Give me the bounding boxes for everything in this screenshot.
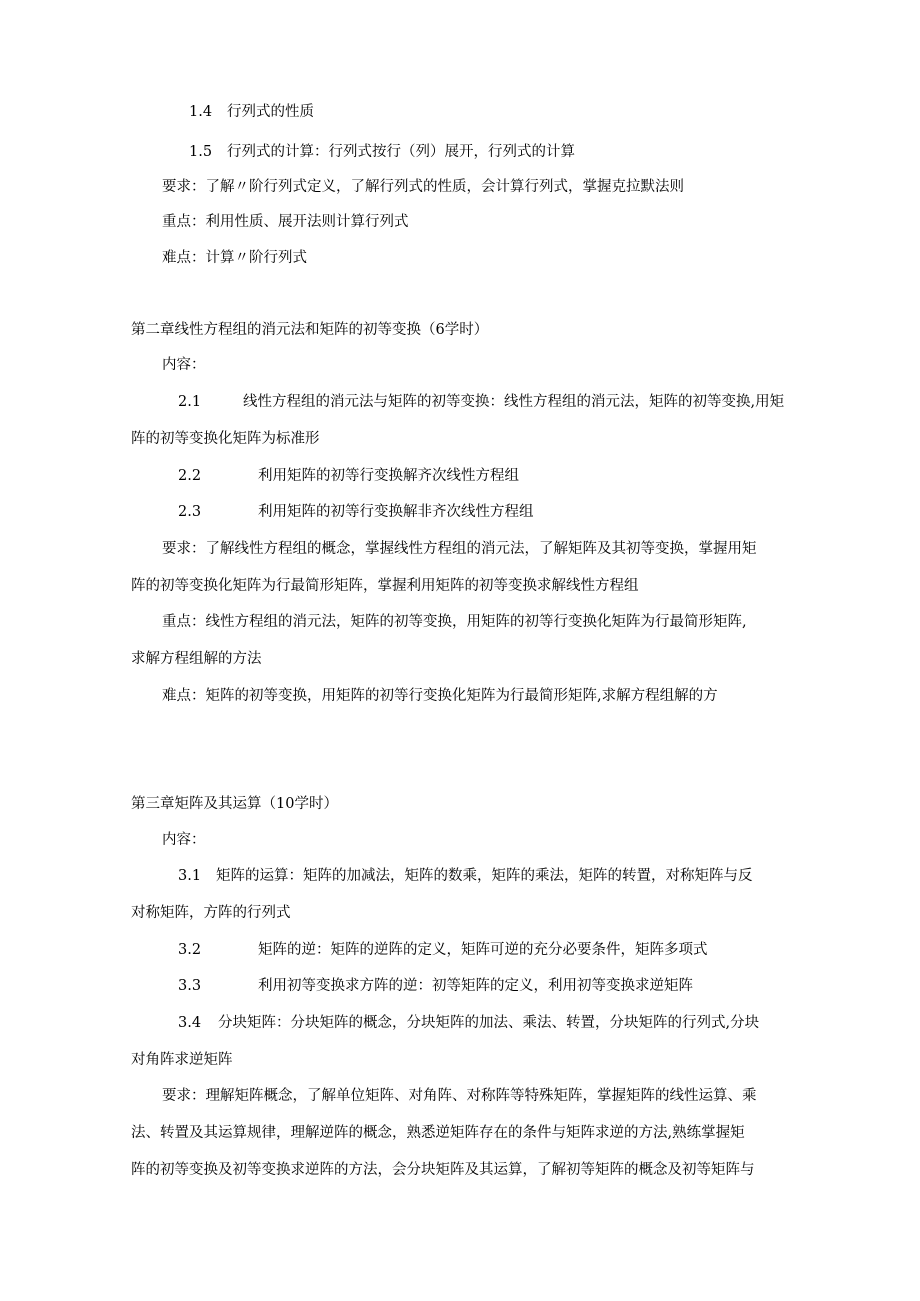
item-1-4 xyxy=(189,102,314,122)
item-3-1-cont: 对称矩阵，方阵的行列式 xyxy=(131,905,291,921)
item-number: 3.3 xyxy=(178,978,202,994)
ch2-key-point: 重点：线性方程组的消元法，矩阵的初等变换，用矩阵的初等行变换化矩阵为行最简形矩阵, xyxy=(162,614,747,630)
ch2-content-label: 内容： xyxy=(162,357,206,373)
item-text: 矩阵的逆：矩阵的逆阵的定义，矩阵可逆的充分必要条件，矩阵多项式 xyxy=(258,942,708,958)
ch2-difficulty: 难点：矩阵的初等变换，用矩阵的初等行变换化矩阵为行最简形矩阵,求解方程组解的方 xyxy=(162,688,718,704)
item-text: 利用初等变换求方阵的逆：初等矩阵的定义，利用初等变换求逆矩阵 xyxy=(258,978,693,994)
item-text: 矩阵的运算：矩阵的加减法，矩阵的数乘，矩阵的乘法，矩阵的转置，对称矩阵与反 xyxy=(216,868,753,884)
ch3-content-label: 内容： xyxy=(162,832,206,848)
ch2-requirement-cont: 阵的初等变换化矩阵为行最简形矩阵，掌握利用矩阵的初等变换求解线性方程组 xyxy=(131,578,639,594)
ch2-requirement: 要求：了解线性方程组的概念，掌握线性方程组的消元法，了解矩阵及其初等变换，掌握用矩 xyxy=(162,541,757,557)
item-3-2 xyxy=(178,940,708,960)
item-text: 行列式的计算：行列式按行（列）展开，行列式的计算 xyxy=(227,144,575,160)
item-2-3 xyxy=(178,502,534,522)
item-number: 1.5 xyxy=(189,144,213,160)
item-2-2 xyxy=(178,466,519,486)
item-number: 1.4 xyxy=(189,104,213,120)
ch2-title: 第二章线性方程组的消元法和矩阵的初等变换（6学时） xyxy=(131,322,489,338)
item-3-1 xyxy=(178,866,753,886)
ch3-requirement-cont-2: 阵的初等变换及初等变换求逆阵的方法，会分块矩阵及其运算，了解初等矩阵的概念及初等矩阵与 xyxy=(131,1162,755,1178)
ch1-key-point: 重点：利用性质、展开法则计算行列式 xyxy=(162,214,409,230)
ch1-requirement: 要求：了解〃阶行列式定义，了解行列式的性质，会计算行列式，掌握克拉默法则 xyxy=(162,179,684,195)
ch3-requirement-cont-1: 法、转置及其运算规律，理解逆阵的概念，熟悉逆矩阵存在的条件与矩阵求逆的方法,熟练掌握矩 xyxy=(131,1125,745,1141)
item-number: 2.2 xyxy=(178,468,202,484)
item-3-4-cont: 对角阵求逆矩阵 xyxy=(131,1052,233,1068)
item-text: 线性方程组的消元法与矩阵的初等变换：线性方程组的消元法，矩阵的初等变换,用矩 xyxy=(243,394,785,410)
item-number: 3.1 xyxy=(178,868,202,884)
item-text: 行列式的性质 xyxy=(227,104,314,120)
item-text: 利用矩阵的初等行变换解齐次线性方程组 xyxy=(258,468,519,484)
ch2-key-point-cont: 求解方程组解的方法 xyxy=(131,651,262,667)
item-2-1-cont: 阵的初等变换化矩阵为标准形 xyxy=(131,431,320,447)
item-number: 2.3 xyxy=(178,504,202,520)
ch3-requirement: 要求：理解矩阵概念，了解单位矩阵、对角阵、对称阵等特殊矩阵，掌握矩阵的线性运算、乘 xyxy=(162,1088,757,1104)
item-3-3 xyxy=(178,976,693,996)
ch3-title: 第三章矩阵及其运算（10学时） xyxy=(131,796,338,812)
item-text: 分块矩阵：分块矩阵的概念，分块矩阵的加法、乘法、转置，分块矩阵的行列式,分块 xyxy=(218,1015,760,1031)
item-number: 3.4 xyxy=(178,1015,202,1031)
ch1-difficulty: 难点：计算〃阶行列式 xyxy=(162,250,307,266)
item-number: 3.2 xyxy=(178,942,202,958)
item-1-5 xyxy=(189,142,575,162)
item-2-1 xyxy=(178,392,784,412)
item-3-4 xyxy=(178,1013,759,1033)
item-number: 2.1 xyxy=(178,394,202,410)
item-text: 利用矩阵的初等行变换解非齐次线性方程组 xyxy=(258,504,534,520)
